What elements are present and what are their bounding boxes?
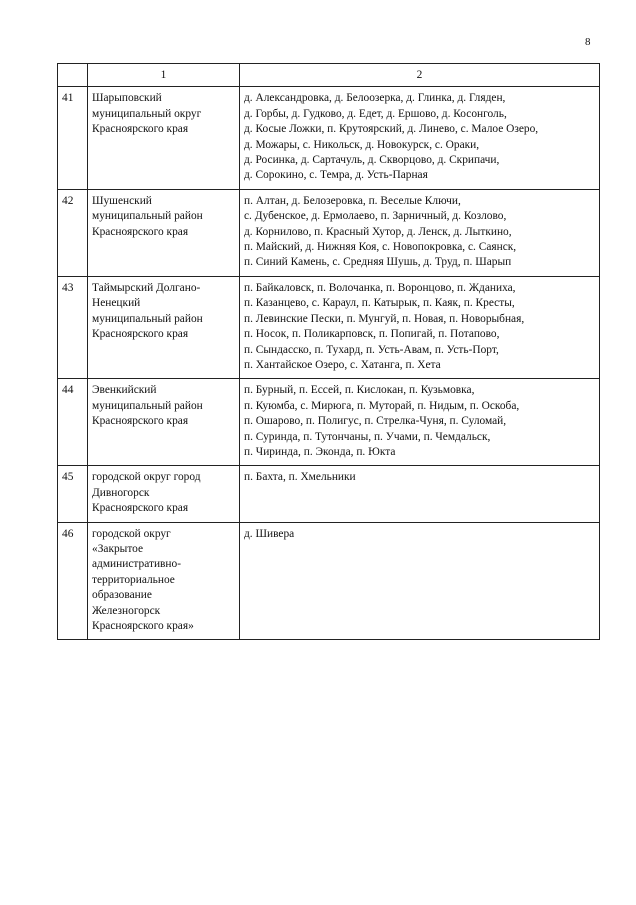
table-header-row (58, 64, 600, 87)
district-name (88, 276, 240, 378)
table-row (58, 189, 600, 276)
settlements-line: п. Ошарово, п. Полигус, п. Стрелка-Чуня, п. Суломай, (244, 415, 507, 428)
district-line: Красноярского края (92, 502, 189, 515)
settlements-line: п. Носок, п. Поликарповск, п. Попигай, п. Потапово, (244, 328, 500, 341)
settlements-line: п. Бахта, п. Хмельники (244, 471, 356, 484)
district-line: «Закрытое (92, 542, 144, 555)
district-line: Таймырский Долгано- (92, 281, 201, 294)
district-line: Эвенкийский (92, 384, 157, 397)
row-number: 42 (58, 189, 88, 276)
district-line: Ненецкий (92, 297, 141, 310)
row-number: 44 (58, 379, 88, 466)
district-line: Красноярского края (92, 328, 189, 341)
settlements-line: п. Майский, д. Нижняя Коя, с. Новопокровка, с. Саянск, (244, 241, 517, 254)
district-line: Шушенский (92, 194, 152, 207)
settlements-line: д. Росинка, д. Сартачуль, д. Скворцово, д. Скрипачи, (244, 154, 500, 167)
district-line: муниципальный район (92, 312, 203, 325)
table-row (58, 379, 600, 466)
table-row (58, 522, 600, 640)
settlements-line: д. Можары, с. Никольск, д. Новокурск, с. Ораки, (244, 138, 480, 151)
settlements-list (240, 189, 600, 276)
row-number: 41 (58, 87, 88, 189)
settlements-list (240, 87, 600, 189)
header-column-2: 2 (240, 64, 600, 87)
settlements-line: п. Куюмба, с. Мирюга, п. Муторай, п. Нидым, п. Оскоба, (244, 399, 520, 412)
settlements-line: п. Байкаловск, п. Волочанка, п. Воронцово, п. Жданиха, (244, 281, 516, 294)
header-column-1: 1 (88, 64, 240, 87)
settlements-line: п. Суринда, п. Тутончаны, п. Учами, п. Чемдальск, (244, 430, 491, 443)
district-name (88, 466, 240, 522)
district-line: Железногорск (92, 604, 161, 617)
district-line: Красноярского края (92, 225, 189, 238)
table-row (58, 466, 600, 522)
settlements-line: п. Хантайское Озеро, с. Хатанга, п. Хета (244, 358, 441, 371)
district-line: территориальное (92, 573, 175, 586)
district-line: Красноярского края» (92, 620, 194, 632)
settlements-line: с. Дубенское, д. Ермолаево, п. Зарничный, д. Козлово, (244, 210, 507, 223)
table-row (58, 87, 600, 189)
district-line: административно- (92, 558, 182, 571)
district-line: Красноярского края (92, 415, 189, 428)
settlements-line: п. Чиринда, п. Эконда, п. Юкта (244, 445, 396, 458)
header-number (58, 64, 88, 87)
district-name (88, 87, 240, 189)
district-line: Красноярского края (92, 123, 189, 136)
row-number: 45 (58, 466, 88, 522)
row-number: 43 (58, 276, 88, 378)
settlements-line: п. Сындасско, п. Тухард, п. Усть-Авам, п. Усть-Порт, (244, 343, 499, 356)
district-name (88, 379, 240, 466)
district-line: городской округ (92, 527, 171, 540)
page-number: 8 (585, 36, 591, 48)
settlements-line: д. Косые Ложки, п. Крутоярский, д. Линево, с. Малое Озеро, (244, 123, 539, 136)
district-name (88, 189, 240, 276)
settlements-line: д. Александровка, д. Белоозерка, д. Глинка, д. Гляден, (244, 92, 506, 105)
settlements-line: д. Шивера (244, 527, 295, 540)
settlements-list (240, 379, 600, 466)
settlements-line: п. Левинские Пески, п. Мунгуй, п. Новая, п. Новорыбная, (244, 312, 525, 325)
settlements-line: д. Сорокино, с. Темра, д. Усть-Парная (244, 169, 428, 182)
settlements-list (240, 522, 600, 640)
settlements-line: п. Казанцево, с. Караул, п. Катырык, п. Каяк, п. Кресты, (244, 297, 515, 310)
district-line: муниципальный район (92, 399, 203, 412)
row-number: 46 (58, 522, 88, 640)
settlements-line: д. Горбы, д. Гудково, д. Едет, д. Ершово, д. Косонголь, (244, 107, 507, 120)
settlements-list (240, 466, 600, 522)
district-name (88, 522, 240, 640)
table-row (58, 276, 600, 378)
district-line: городской округ город (92, 471, 201, 484)
settlements-table (57, 63, 600, 640)
settlements-line: п. Синий Камень, с. Средняя Шушь, д. Труд, п. Шарып (244, 256, 512, 269)
district-line: муниципальный округ (92, 107, 202, 120)
settlements-line: п. Бурный, п. Ессей, п. Кислокан, п. Кузьмовка, (244, 384, 475, 397)
district-line: муниципальный район (92, 210, 203, 223)
settlements-line: д. Корнилово, п. Красный Хутор, д. Ленск, д. Лыткино, (244, 225, 512, 238)
settlements-list (240, 276, 600, 378)
district-line: образование (92, 589, 152, 602)
settlements-line: п. Алтан, д. Белозеровка, п. Веселые Ключи, (244, 194, 461, 207)
district-line: Дивногорск (92, 486, 150, 499)
district-line: Шарыповский (92, 92, 162, 105)
